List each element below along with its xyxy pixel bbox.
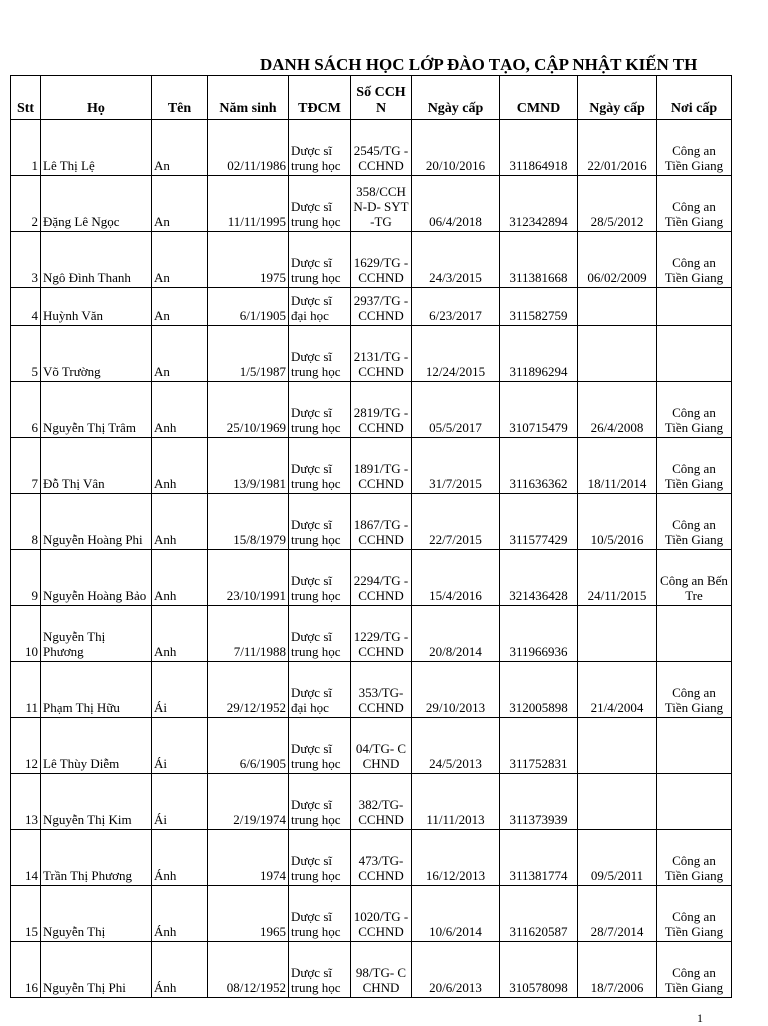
- table-row: [11, 718, 732, 774]
- cell-so-cchn: 1020/TG -CCHND: [351, 886, 412, 942]
- table-row: [11, 232, 732, 288]
- cell-tdcm: Dược sĩ trung học: [289, 232, 351, 288]
- cell-tdcm: Dược sĩ trung học: [289, 176, 351, 232]
- cell-stt: 8: [11, 494, 41, 550]
- cell-ngay-cap-cmnd: 28/5/2012: [578, 176, 657, 232]
- cell-stt: 10: [11, 606, 41, 662]
- cell-ho: Nguyễn Thị Phi: [41, 942, 152, 998]
- cell-tdcm: Dược sĩ trung học: [289, 382, 351, 438]
- cell-noi-cap: Công an Tiền Giang: [657, 494, 732, 550]
- cell-nam-sinh: 6/6/1905: [208, 718, 289, 774]
- cell-so-cchn: 358/CCH N-D- SYT-TG: [351, 176, 412, 232]
- cell-ngay-cap: 24/5/2013: [412, 718, 500, 774]
- cell-ngay-cap-cmnd: 09/5/2011: [578, 830, 657, 886]
- cell-cmnd: 311577429: [500, 494, 578, 550]
- cell-noi-cap: Công an Tiền Giang: [657, 232, 732, 288]
- cell-tdcm: Dược sĩ trung học: [289, 326, 351, 382]
- cell-ngay-cap-cmnd: 18/7/2006: [578, 942, 657, 998]
- table-row: [11, 326, 732, 382]
- cell-stt: 1: [11, 120, 41, 176]
- cell-ngay-cap-cmnd: 06/02/2009: [578, 232, 657, 288]
- cell-noi-cap: [657, 774, 732, 830]
- cell-ngay-cap-cmnd: 28/7/2014: [578, 886, 657, 942]
- cell-ngay-cap-cmnd: [578, 326, 657, 382]
- cell-so-cchn: 382/TG- CCHND: [351, 774, 412, 830]
- cell-ngay-cap: 31/7/2015: [412, 438, 500, 494]
- document-title: DANH SÁCH HỌC LỚP ĐÀO TẠO, CẬP NHẬT KIẾN TH: [260, 55, 698, 74]
- cell-nam-sinh: 7/11/1988: [208, 606, 289, 662]
- cell-tdcm: Dược sĩ trung học: [289, 718, 351, 774]
- cell-ho: Nguyễn Hoàng Phi: [41, 494, 152, 550]
- table-row: [11, 438, 732, 494]
- cell-stt: 2: [11, 176, 41, 232]
- cell-cmnd: 312005898: [500, 662, 578, 718]
- cell-noi-cap: Công an Tiền Giang: [657, 382, 732, 438]
- cell-so-cchn: 98/TG- CCHND: [351, 942, 412, 998]
- cell-ngay-cap: 12/24/2015: [412, 326, 500, 382]
- table-row: [11, 382, 732, 438]
- cell-noi-cap: [657, 288, 732, 326]
- table-header-row: [11, 76, 732, 120]
- cell-ngay-cap-cmnd: [578, 288, 657, 326]
- cell-ho: Phạm Thị Hữu: [41, 662, 152, 718]
- cell-noi-cap: [657, 326, 732, 382]
- cell-cmnd: 310715479: [500, 382, 578, 438]
- cell-ten: Anh: [152, 438, 208, 494]
- table-row: [11, 288, 732, 326]
- cell-stt: 15: [11, 886, 41, 942]
- cell-stt: 6: [11, 382, 41, 438]
- header-ngay-cap-cmnd: Ngày cấp: [578, 76, 657, 120]
- cell-so-cchn: 473/TG- CCHND: [351, 830, 412, 886]
- table-row: [11, 886, 732, 942]
- cell-ten: An: [152, 288, 208, 326]
- cell-cmnd: 311373939: [500, 774, 578, 830]
- cell-nam-sinh: 08/12/1952: [208, 942, 289, 998]
- cell-so-cchn: 2937/TG -CCHND: [351, 288, 412, 326]
- student-list-table: [10, 75, 732, 998]
- header-ten: Tên: [152, 76, 208, 120]
- cell-ho: Võ Trường: [41, 326, 152, 382]
- cell-ngay-cap: 15/4/2016: [412, 550, 500, 606]
- cell-tdcm: Dược sĩ đại học: [289, 662, 351, 718]
- cell-ten: Anh: [152, 606, 208, 662]
- cell-so-cchn: 04/TG- CCHND: [351, 718, 412, 774]
- cell-nam-sinh: 15/8/1979: [208, 494, 289, 550]
- cell-ho: Lê Thùy Diễm: [41, 718, 152, 774]
- table-row: [11, 550, 732, 606]
- table-row: [11, 942, 732, 998]
- cell-so-cchn: 1891/TG -CCHND: [351, 438, 412, 494]
- cell-so-cchn: 2294/TG -CCHND: [351, 550, 412, 606]
- cell-ngay-cap-cmnd: 24/11/2015: [578, 550, 657, 606]
- cell-cmnd: 311636362: [500, 438, 578, 494]
- cell-ho: Đặng Lê Ngọc: [41, 176, 152, 232]
- cell-stt: 12: [11, 718, 41, 774]
- cell-ngay-cap: 16/12/2013: [412, 830, 500, 886]
- cell-ngay-cap: 24/3/2015: [412, 232, 500, 288]
- table-row: [11, 176, 732, 232]
- cell-cmnd: 311864918: [500, 120, 578, 176]
- header-tdcm: TĐCM: [289, 76, 351, 120]
- cell-ten: Ái: [152, 774, 208, 830]
- cell-ngay-cap-cmnd: 22/01/2016: [578, 120, 657, 176]
- table-row: [11, 494, 732, 550]
- cell-nam-sinh: 02/11/1986: [208, 120, 289, 176]
- cell-ho: Huỳnh Văn: [41, 288, 152, 326]
- cell-ho: Nguyễn Thị Kim: [41, 774, 152, 830]
- cell-nam-sinh: 29/12/1952: [208, 662, 289, 718]
- cell-tdcm: Dược sĩ trung học: [289, 830, 351, 886]
- cell-ten: An: [152, 232, 208, 288]
- header-stt: Stt: [11, 76, 41, 120]
- table-row: [11, 606, 732, 662]
- cell-ngay-cap-cmnd: 18/11/2014: [578, 438, 657, 494]
- cell-ten: An: [152, 326, 208, 382]
- cell-nam-sinh: 1974: [208, 830, 289, 886]
- cell-nam-sinh: 2/19/1974: [208, 774, 289, 830]
- cell-ngay-cap-cmnd: [578, 606, 657, 662]
- cell-so-cchn: 2545/TG -CCHND: [351, 120, 412, 176]
- cell-ngay-cap: 20/8/2014: [412, 606, 500, 662]
- cell-stt: 16: [11, 942, 41, 998]
- cell-cmnd: 311582759: [500, 288, 578, 326]
- table-row: [11, 774, 732, 830]
- cell-cmnd: 310578098: [500, 942, 578, 998]
- cell-stt: 4: [11, 288, 41, 326]
- cell-ten: Ánh: [152, 886, 208, 942]
- cell-ho: Nguyễn Thị: [41, 886, 152, 942]
- cell-noi-cap: Công an Bến Tre: [657, 550, 732, 606]
- cell-nam-sinh: 1965: [208, 886, 289, 942]
- cell-stt: 7: [11, 438, 41, 494]
- cell-noi-cap: Công an Tiền Giang: [657, 886, 732, 942]
- cell-cmnd: 321436428: [500, 550, 578, 606]
- cell-noi-cap: Công an Tiền Giang: [657, 438, 732, 494]
- cell-nam-sinh: 6/1/1905: [208, 288, 289, 326]
- cell-noi-cap: [657, 606, 732, 662]
- cell-noi-cap: Công an Tiền Giang: [657, 662, 732, 718]
- cell-ho: Nguyễn Thị Phương: [41, 606, 152, 662]
- header-ho: Họ: [41, 76, 152, 120]
- cell-so-cchn: 353/TG- CCHND: [351, 662, 412, 718]
- table-body: [11, 120, 732, 998]
- cell-ho: Lê Thị Lệ: [41, 120, 152, 176]
- cell-ten: Ái: [152, 718, 208, 774]
- cell-ten: Anh: [152, 494, 208, 550]
- cell-so-cchn: 2131/TG -CCHND: [351, 326, 412, 382]
- cell-ten: Ánh: [152, 830, 208, 886]
- header-noi-cap: Nơi cấp: [657, 76, 732, 120]
- cell-ho: Nguyễn Thị Trâm: [41, 382, 152, 438]
- cell-tdcm: Dược sĩ trung học: [289, 606, 351, 662]
- cell-nam-sinh: 1975: [208, 232, 289, 288]
- cell-stt: 11: [11, 662, 41, 718]
- cell-cmnd: 311966936: [500, 606, 578, 662]
- cell-stt: 13: [11, 774, 41, 830]
- cell-cmnd: 311896294: [500, 326, 578, 382]
- table-row: [11, 662, 732, 718]
- cell-ngay-cap: 06/4/2018: [412, 176, 500, 232]
- cell-cmnd: 311752831: [500, 718, 578, 774]
- cell-tdcm: Dược sĩ trung học: [289, 494, 351, 550]
- cell-ten: Ánh: [152, 942, 208, 998]
- cell-cmnd: 311620587: [500, 886, 578, 942]
- cell-ngay-cap: 20/10/2016: [412, 120, 500, 176]
- cell-ngay-cap: 20/6/2013: [412, 942, 500, 998]
- cell-nam-sinh: 11/11/1995: [208, 176, 289, 232]
- cell-stt: 14: [11, 830, 41, 886]
- cell-ngay-cap: 22/7/2015: [412, 494, 500, 550]
- cell-ngay-cap: 05/5/2017: [412, 382, 500, 438]
- cell-nam-sinh: 1/5/1987: [208, 326, 289, 382]
- cell-noi-cap: Công an Tiền Giang: [657, 830, 732, 886]
- cell-ten: Anh: [152, 550, 208, 606]
- cell-stt: 5: [11, 326, 41, 382]
- header-so-cchn: Số CCHN: [351, 76, 412, 120]
- cell-noi-cap: Công an Tiền Giang: [657, 942, 732, 998]
- cell-nam-sinh: 23/10/1991: [208, 550, 289, 606]
- header-ngay-cap: Ngày cấp: [412, 76, 500, 120]
- cell-ho: Ngô Đình Thanh: [41, 232, 152, 288]
- cell-noi-cap: Công an Tiền Giang: [657, 176, 732, 232]
- cell-ngay-cap: 10/6/2014: [412, 886, 500, 942]
- cell-ho: Trần Thị Phương: [41, 830, 152, 886]
- cell-nam-sinh: 13/9/1981: [208, 438, 289, 494]
- cell-ngay-cap-cmnd: 26/4/2008: [578, 382, 657, 438]
- cell-tdcm: Dược sĩ trung học: [289, 438, 351, 494]
- cell-so-cchn: 2819/TG -CCHND: [351, 382, 412, 438]
- cell-cmnd: 311381668: [500, 232, 578, 288]
- cell-ten: An: [152, 176, 208, 232]
- cell-tdcm: Dược sĩ trung học: [289, 550, 351, 606]
- cell-cmnd: 312342894: [500, 176, 578, 232]
- cell-noi-cap: Công an Tiền Giang: [657, 120, 732, 176]
- page-number: 1: [697, 1011, 703, 1025]
- table-row: [11, 830, 732, 886]
- cell-so-cchn: 1867/TG -CCHND: [351, 494, 412, 550]
- cell-tdcm: Dược sĩ đại học: [289, 288, 351, 326]
- cell-ngay-cap-cmnd: 21/4/2004: [578, 662, 657, 718]
- cell-stt: 9: [11, 550, 41, 606]
- table-row: [11, 120, 732, 176]
- cell-ten: Anh: [152, 382, 208, 438]
- cell-ngay-cap-cmnd: [578, 774, 657, 830]
- cell-cmnd: 311381774: [500, 830, 578, 886]
- cell-ho: Nguyễn Hoàng Bảo: [41, 550, 152, 606]
- cell-ngay-cap: 11/11/2013: [412, 774, 500, 830]
- cell-ngay-cap-cmnd: 10/5/2016: [578, 494, 657, 550]
- cell-ngay-cap-cmnd: [578, 718, 657, 774]
- cell-nam-sinh: 25/10/1969: [208, 382, 289, 438]
- cell-ho: Đỗ Thị Vân: [41, 438, 152, 494]
- cell-ngay-cap: 6/23/2017: [412, 288, 500, 326]
- cell-tdcm: Dược sĩ trung học: [289, 120, 351, 176]
- cell-ten: Ái: [152, 662, 208, 718]
- header-cmnd: CMND: [500, 76, 578, 120]
- cell-ten: An: [152, 120, 208, 176]
- cell-tdcm: Dược sĩ trung học: [289, 886, 351, 942]
- cell-stt: 3: [11, 232, 41, 288]
- cell-ngay-cap: 29/10/2013: [412, 662, 500, 718]
- cell-tdcm: Dược sĩ trung học: [289, 942, 351, 998]
- cell-tdcm: Dược sĩ trung học: [289, 774, 351, 830]
- cell-noi-cap: [657, 718, 732, 774]
- header-nam-sinh: Năm sinh: [208, 76, 289, 120]
- cell-so-cchn: 1629/TG -CCHND: [351, 232, 412, 288]
- cell-so-cchn: 1229/TG -CCHND: [351, 606, 412, 662]
